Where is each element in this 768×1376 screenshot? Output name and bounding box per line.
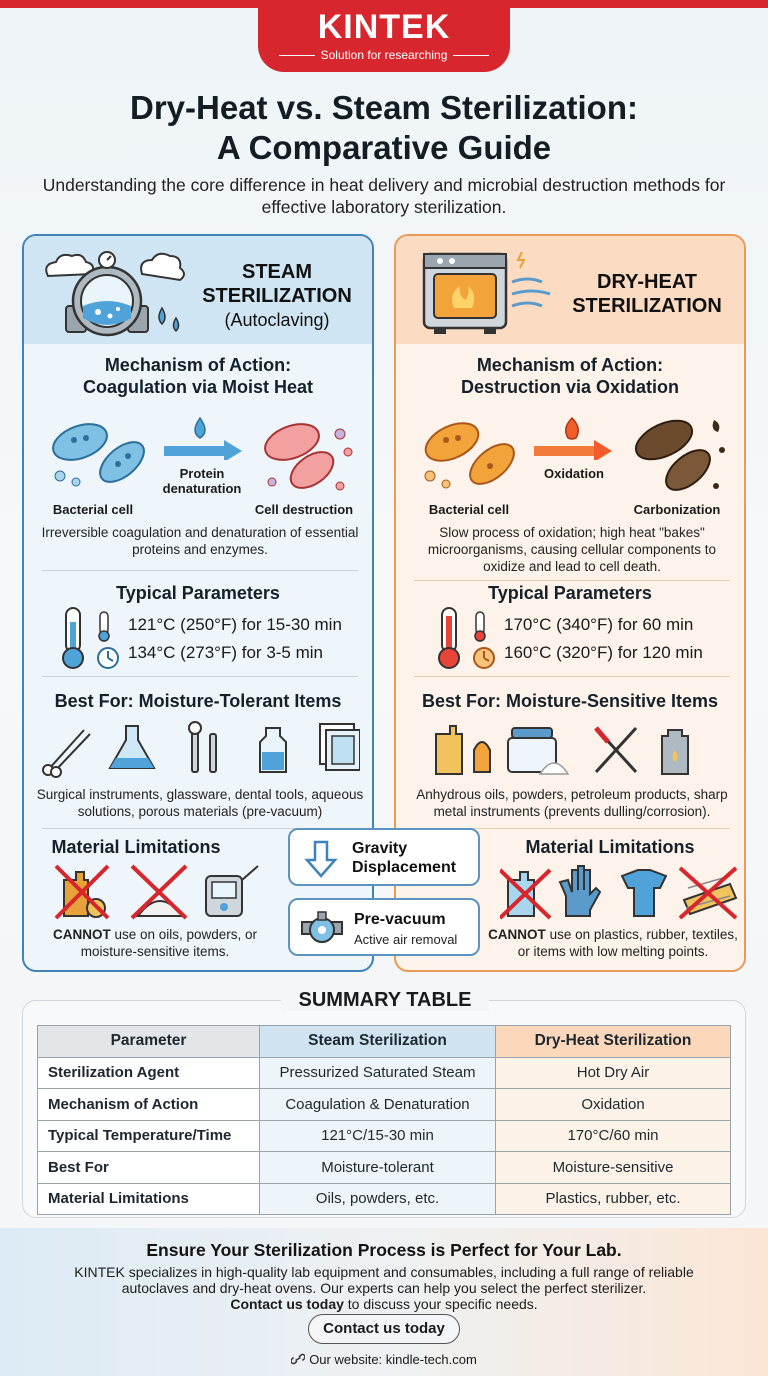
dry-best-title: Best For: Moisture-Sensitive Items (421, 691, 719, 711)
link-icon (291, 1353, 305, 1365)
dry-limit-text: CANNOT use on plastics, rubber, textiles, or items with low melting points. (488, 927, 738, 959)
lab-items-icon (40, 720, 360, 778)
page-subtitle: Understanding the core difference in heat delivery and microbial destruction methods for effective laboratory sterilization. (42, 175, 726, 217)
crossed-plastics-rubber-icon (500, 860, 740, 922)
dry-left-label: Bacterial cell (428, 502, 510, 517)
dry-mechanism-title: Mechanism of Action: Destruction via Oxidation (460, 355, 680, 397)
header-steam: Steam Sterilization (260, 1026, 496, 1058)
dry-right-label: Carbonization (633, 502, 721, 517)
oils-powders-icon (430, 720, 720, 778)
steam-arrow-label: Protein denaturation (162, 466, 242, 496)
dry-best-text: Anhydrous oils, powders, petroleum products, sharp metal instruments (prevents dulling/corrosion). (416, 787, 728, 819)
summary-title: SUMMARY TABLE (23, 989, 747, 1012)
pre-vacuum-sub: Active air removal (354, 932, 458, 947)
steam-limit-title: Material Limitations (51, 837, 221, 857)
gravity-displacement-box (288, 828, 480, 886)
bacteria-blue-icon (46, 412, 156, 492)
steam-limit-text: CANNOT use on oils, powders, or moisture-sensitive items. (52, 927, 258, 959)
dry-limit-title: Material Limitations (525, 837, 695, 857)
header-dry-heat: Dry-Heat Sterilization (496, 1026, 731, 1058)
table-row: Sterilization Agent Pressurized Saturated Steam Hot Dry Air (38, 1057, 731, 1089)
steam-left-label: Bacterial cell (52, 502, 134, 517)
pre-vacuum-box (288, 898, 480, 956)
gravity-title: Gravity Displacement (352, 840, 457, 876)
page-title: Dry-Heat vs. Steam Sterilization: A Comparative Guide (130, 89, 638, 166)
steam-mechanism-title: Mechanism of Action: Coagulation via Moist Heat (82, 355, 314, 397)
destroyed-cell-red-icon (248, 412, 360, 498)
steam-param-2: 134°C (273°F) for 3-5 min (128, 643, 324, 662)
table-row: Typical Temperature/Time 121°C/15-30 min 170°C/60 min (38, 1120, 731, 1152)
crossed-oil-powder-icon (54, 860, 274, 922)
cta-footer (0, 1228, 768, 1376)
vacuum-pump-icon (300, 908, 344, 950)
dry-param-1: 170°C (340°F) for 60 min (504, 615, 694, 634)
dry-param-2: 160°C (320°F) for 120 min (504, 643, 703, 662)
cta-text: KINTEK specializes in high-quality lab equipment and consumables, including a full range of reliable autoclaves and dry-heat ovens. Our experts can help you select the perfect sterilizer. Contact us today to discuss your specific needs. (74, 1264, 694, 1312)
pre-vacuum-title: Pre-vacuum (354, 911, 446, 928)
cta-title: Ensure Your Sterilization Process is Perfect for Your Lab. (146, 1240, 622, 1260)
summary-table (37, 1025, 731, 1215)
steam-best-text: Surgical instruments, glassware, dental tools, aqueous solutions, porous materials (pre-vacuum) (36, 787, 364, 819)
table-row: Best For Moisture-tolerant Moisture-sensitive (38, 1152, 731, 1184)
water-drop-arrow-icon (160, 416, 244, 460)
brand-logo[interactable] (258, 0, 510, 72)
carbonized-cell-icon (622, 410, 734, 498)
steam-title: STEAM STERILIZATION (Autoclaving) (202, 261, 352, 330)
thermometer-icon (58, 606, 128, 670)
header-parameter: Parameter (38, 1026, 260, 1058)
down-arrow-icon (304, 840, 338, 878)
thermometer-hot-icon (434, 606, 504, 670)
steam-param-1: 121°C (250°F) for 15-30 min (128, 615, 342, 634)
dry-arrow-label: Oxidation (544, 466, 604, 481)
steam-panel-header (24, 236, 372, 344)
flame-arrow-icon (530, 416, 616, 460)
brand-name: KINTEK (317, 8, 451, 46)
dry-heat-panel-header (396, 236, 744, 344)
table-row: Material Limitations Oils, powders, etc. Plastics, rubber, etc. (38, 1183, 731, 1215)
dry-heat-title: DRY-HEAT STERILIZATION (572, 271, 722, 317)
steam-right-label: Cell destruction (254, 502, 354, 517)
steam-mechanism-text: Irreversible coagulation and denaturation of essential proteins and enzymes. (41, 525, 359, 557)
autoclave-icon (38, 246, 198, 340)
bacteria-orange-icon (416, 412, 528, 494)
contact-us-button[interactable]: Contact us today (308, 1314, 460, 1344)
steam-best-title: Best For: Moisture-Tolerant Items (54, 691, 342, 711)
dry-mechanism-text: Slow process of oxidation; high heat "bakes" microorganisms, causing cellular components to oxidize and lead to cell death. (427, 525, 717, 574)
oven-heat-icon (418, 248, 558, 338)
summary-section (22, 989, 746, 1218)
table-row: Mechanism of Action Coagulation & Denaturation Oxidation (38, 1089, 731, 1121)
table-header-row (38, 1026, 731, 1058)
steam-params-title: Typical Parameters (116, 583, 280, 603)
dry-params-title: Typical Parameters (488, 583, 652, 603)
website-link[interactable]: Our website: kindle-tech.com (0, 1352, 768, 1367)
brand-tagline: Solution for researching (258, 48, 510, 62)
